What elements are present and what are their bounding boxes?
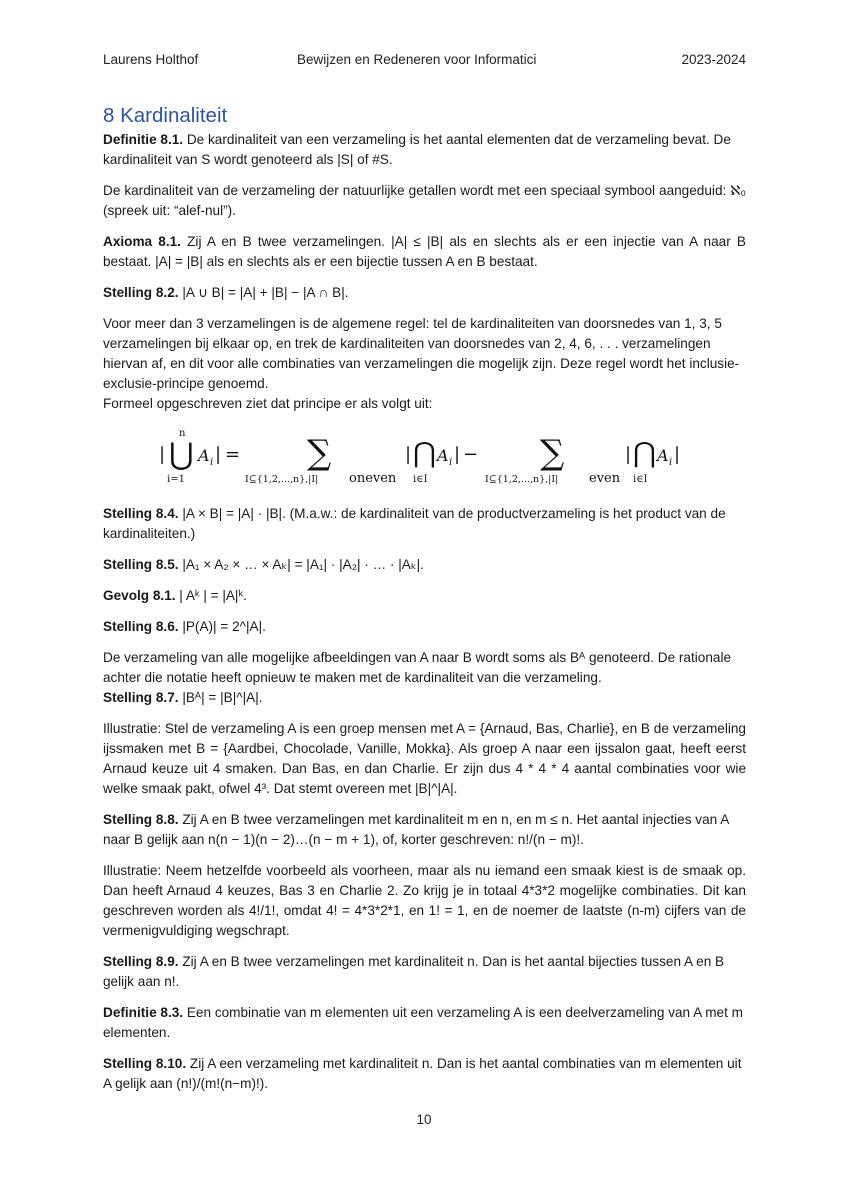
page-content [103, 104, 746, 1094]
header-course: Bewijzen en Redeneren voor Informatici [297, 52, 537, 67]
stelling-8-10 [103, 1054, 746, 1094]
formula-sum-1-word: oneven [349, 471, 397, 486]
afbeeldingen-paragraph: De verzameling van alle mogelijke afbeeldingen van A naar B wordt soms als Bᴬ genoteerd. De rationale achter die notatie heeft opnieuw te maken met de kardinaliteit van die verzameling. [103, 650, 732, 685]
formula-bar-2: | [215, 444, 222, 465]
formeel-line: Formeel opgeschreven ziet dat principe er als volgt uit: [103, 396, 433, 411]
illustratie-1: Illustratie: Stel de verzameling A is een groep mensen met A = {Arnaud, Bas, Charlie}, en B de verzameling ijssmaken met B = {Aardbei, Chocolade, Vanille, Mokka}. Als groep A naar een ijssalon gaat, heeft eerst Arnaud keuze uit 4 smaken. Dan Bas, en dan Charlie. Er zijn dus 4 * 4 * 4 aantal combinaties voor wie welke smaak pakt, ofwel 4³. Dat stemt overeen met |B|^|A|. [103, 721, 746, 796]
axioma-8-1-label: Axioma 8.1. [103, 234, 181, 249]
formula-cap-2-sub: i∈I [633, 474, 648, 485]
stelling-8-8-label: Stelling 8.8. [103, 812, 179, 827]
formula-bar-5: | [625, 444, 632, 465]
formula-union-upper: n [179, 428, 186, 439]
gevolg-8-1-text: | Aᵏ | = |A|ᵏ. [175, 588, 247, 603]
gevolg-8-1-label: Gevolg 8.1. [103, 588, 176, 603]
formula-big-union-symbol: ⋃ [169, 437, 194, 472]
formula-bar-3: | [405, 444, 412, 465]
formula-equals: = [225, 444, 241, 465]
stelling-8-7-text: |Bᴬ| = |B|^|A|. [178, 690, 263, 705]
inclusie-exclusie-paragraph: Voor meer dan 3 verzamelingen is de algemene regel: tel de kardinaliteiten van doorsnedes van 1, 3, 5 verzamelingen bij elkaar op, en trek de kardinaliteiten van doorsnedes van 2, 4, 6, . . . verzamelingen hiervan af, en dit voor alle combinaties van verzamelingen die mogelijk zijn. Deze regel wordt het inclusie-exclusie-principe genoemd. [103, 316, 740, 391]
definition-8-1 [103, 130, 746, 170]
axioma-8-1 [103, 232, 746, 272]
axioma-8-1-text: Zij A en B twee verzamelingen. |A| ≤ |B| als en slechts als er een injectie van A naar B bestaat. |A| = |B| als en slechts als er een bijectie tussen A en B bestaat. [103, 234, 746, 269]
stelling-8-8 [103, 810, 746, 850]
formula-bar-4: | [454, 444, 461, 465]
formula-bar-6: | [674, 444, 681, 465]
definition-8-3-label: Definitie 8.3. [103, 1005, 184, 1020]
stelling-8-10-text: Zij A een verzameling met kardinaliteit n. Dan is het aantal combinaties van m elementen uit A gelijk aan (n!)/(m!(n−m)!). [103, 1056, 742, 1091]
stelling-8-2 [103, 283, 746, 303]
formula-i-2: i [449, 457, 453, 468]
stelling-8-4 [103, 504, 746, 544]
formula-sum-1-sub: I⊆{1,2,...,n},|I| [245, 474, 319, 485]
header-author: Laurens Holthof [103, 52, 199, 67]
stelling-8-9-text: Zij A en B twee verzamelingen met kardinaliteit n. Dan is het aantal bijecties tussen A en B gelijk aan n!. [103, 954, 725, 989]
page-number: 10 [416, 1112, 432, 1127]
stelling-8-2-label: Stelling 8.2. [103, 285, 179, 300]
formula-cap-2-symbol: ⋂ [633, 436, 656, 469]
formula-sum-2-symbol: ∑ [540, 433, 565, 473]
stelling-8-6 [103, 617, 746, 637]
formula-sum-1-symbol: ∑ [307, 433, 332, 473]
stelling-8-5-text: |A₁ × A₂ × … × Aₖ| = |A₁| · |A₂| · … · |Aₖ|. [178, 557, 424, 572]
formula-A-3: A [657, 446, 669, 465]
stelling-8-9-label: Stelling 8.9. [103, 954, 179, 969]
chapter-title: 8 Kardinaliteit [103, 104, 228, 127]
formula-sum-2-word: even [589, 471, 621, 486]
stelling-8-10-label: Stelling 8.10. [103, 1056, 187, 1071]
stelling-8-4-label: Stelling 8.4. [103, 506, 179, 521]
formula-A-1: A [198, 446, 210, 465]
definition-8-1-text: De kardinaliteit van een verzameling is het aantal elementen dat de verzameling bevat. De kardinaliteit van S wordt genoteerd als |S| of #S. [103, 132, 731, 167]
gevolg-8-1 [103, 586, 746, 606]
definition-8-1-label: Definitie 8.1. [103, 132, 184, 147]
header-year: 2023-2024 [681, 52, 746, 67]
inclusion-exclusion-formula [103, 422, 746, 494]
definition-8-3 [103, 1003, 746, 1043]
formula-A-2: A [437, 446, 449, 465]
stelling-8-6-text: |P(A)| = 2^|A|. [178, 619, 266, 634]
formula-bar-1: | [159, 444, 166, 465]
stelling-8-4-text: |A × B| = |A| · |B|. (M.a.w.: de kardinaliteit van de productverzameling is het product van de kardinaliteiten.) [103, 506, 726, 541]
formula-svg [143, 422, 703, 494]
stelling-8-7-label: Stelling 8.7. [103, 690, 179, 705]
formula-cap-1-symbol: ⋂ [413, 436, 436, 469]
formula-i-1: i [210, 457, 214, 468]
alef-paragraph: De kardinaliteit van de verzameling der natuurlijke getallen wordt met een speciaal symbool aangeduid: ℵ₀ (spreek uit: “alef-nul”). [103, 183, 746, 218]
formula-union-lower: i=1 [167, 474, 185, 485]
stelling-8-5-label: Stelling 8.5. [103, 557, 179, 572]
stelling-8-5 [103, 555, 746, 575]
stelling-8-9 [103, 952, 746, 992]
formula-sum-2-sub: I⊆{1,2,...,n},|I| [485, 474, 559, 485]
illustratie-2: Illustratie: Neem hetzelfde voorbeeld als voorheen, maar als nu iemand een smaak kiest is de smaak op. Dan heeft Arnaud 4 keuzes, Bas 3 en Charlie 2. Zo krijg je in totaal 4*3*2 mogelijke combinaties. Dit kan geschreven worden als 4!/1!, omdat 4! = 4*3*2*1, en 1! = 1, en de noemer de laatste (n-m) cijfers van de vermenigvuldiging wegschrapt. [103, 863, 746, 938]
definition-8-3-text: Een combinatie van m elementen uit een verzameling A is een deelverzameling van A met m elementen. [103, 1005, 743, 1040]
stelling-8-8-text: Zij A en B twee verzamelingen met kardinaliteit m en n, en m ≤ n. Het aantal injecties van A naar B gelijk aan n(n − 1)(n − 2)…(n − m + 1), of, korter geschreven: n!/(n − m)!. [103, 812, 729, 847]
stelling-8-6-label: Stelling 8.6. [103, 619, 179, 634]
formula-cap-1-sub: i∈I [413, 474, 428, 485]
stelling-8-7 [103, 688, 746, 708]
stelling-8-2-text: |A ∪ B| = |A| + |B| − |A ∩ B|. [178, 285, 349, 300]
formula-i-3: i [669, 457, 673, 468]
formula-minus: − [463, 444, 479, 465]
